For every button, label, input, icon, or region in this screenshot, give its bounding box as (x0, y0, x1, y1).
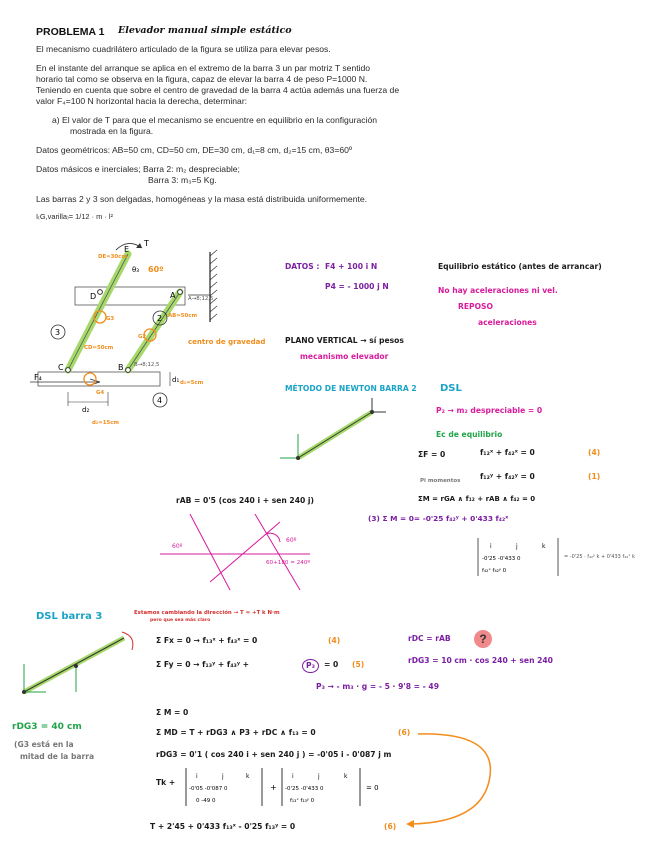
angle-sketch (150, 512, 320, 592)
angle-note-2: 60º (286, 537, 297, 544)
datos-p4-vector: P4 = - 1000 j N (325, 282, 389, 291)
mecanismo-elevador-note: mecanismo elevador (300, 352, 389, 361)
statement-geometric-data: Datos geométricos: AB=50 cm, CD=50 cm, DE=30 cm, d₁=8 cm, d₂=15 cm, θ3=60º (36, 145, 353, 155)
m2-k: k (344, 773, 348, 780)
label-point-b: B (118, 363, 124, 372)
no-aceleraciones-note: No hay aceleraciones ni vel. (438, 286, 558, 295)
statement-item-a-line1: a) El valor de T para que el mecanismo se encuentre en equilibrio en la configuración (52, 115, 378, 125)
sum-forces: ΣF = 0 (418, 450, 446, 459)
dsl-barra3-heading: DSL barra 3 (36, 611, 103, 622)
note-de-length: DE=30cm (98, 254, 127, 260)
note-d1-value: d₁=5cm (180, 380, 204, 386)
sum-moments-tag: (6) (398, 728, 411, 737)
datos-label: DATOS : (285, 262, 320, 271)
label-theta3: θ₃ (132, 266, 140, 274)
cross-product-matrix (476, 536, 636, 580)
note-cd-length: CD=50cm (84, 345, 114, 351)
sum-fx-tag: (4) (328, 636, 341, 645)
rdc-equals-rab: rDC = rAB (408, 634, 451, 643)
dsl-bar3-diagram (14, 624, 138, 704)
statement-item-a-line2: mostrada en la figura. (70, 126, 154, 136)
problem-handwritten-title: Elevador manual simple estático (118, 25, 292, 36)
m2-j: j (318, 773, 320, 780)
sum-fy-end: = 0 (324, 660, 339, 669)
sum-fy: Σ Fy = 0 → f₁₃ʸ + f₄₃ʸ + (156, 660, 250, 669)
svg-text:-0'25 -0'433 0: -0'25 -0'433 0 (482, 556, 521, 562)
label-torque-t: T (144, 239, 149, 248)
matrices-eq0: = 0 (366, 784, 379, 792)
matrix-j: j (516, 543, 518, 550)
rdg3-numeric: rDG3 = 0'1 ( cos 240 i + sen 240 j ) = -0'05 i - 0'087 j m (156, 750, 392, 759)
note-centro-gravedad: centro de gravedad (188, 338, 266, 346)
datos-f4-vector: F4 + 100 i N (325, 262, 378, 271)
no-aceleraciones-list: aceleraciones (478, 318, 537, 327)
m1-i: i (196, 773, 198, 780)
equation-1: f₁₂ʸ + f₄₂ʸ = 0 (480, 472, 535, 481)
p3-circled: P₃ (302, 659, 319, 673)
g3-note-line2: mitad de la barra (20, 752, 95, 761)
orange-connector-arrow (400, 726, 500, 830)
note-g4: G4 (96, 390, 105, 396)
sum-moments: Σ M = 0 (156, 708, 189, 717)
statement-p2-line1: En el instante del arranque se aplica en el extremo de la barra 3 un par motriz T sentido (36, 63, 371, 73)
statement-p2-line3: Teniendo en cuenta que sobre el centro de gravedad de la barra 4 actúa además una fuerza de (36, 85, 400, 95)
label-point-d: D (90, 292, 97, 301)
equation-1-tag: (1) (588, 472, 601, 481)
rdg3-length: rDG3 = 40 cm (12, 722, 82, 732)
final-equation-tag: (6) (384, 822, 397, 831)
statement-inertia-formula: I₍G,varilla₎= 1/12 · m · l² (36, 212, 113, 221)
problem-label: PROBLEMA 1 (36, 26, 105, 38)
label-bar-4: 4 (157, 396, 163, 405)
label-point-a: A (170, 291, 176, 300)
m1-row3: 0 -49 0 (196, 798, 216, 804)
mechanism-figure (20, 232, 266, 432)
rab-vector: rAB = 0'5 (cos 240 i + sen 240 j) (176, 496, 314, 505)
note-angle-60: 60º (148, 265, 164, 274)
m1-j: j (222, 773, 224, 780)
final-equation: T + 2'45 + 0'433 f₁₃ˣ - 0'25 f₁₃ʸ = 0 (150, 822, 296, 831)
plano-vertical-note: PLANO VERTICAL → sí pesos (285, 336, 404, 345)
note-b-coord: B→8;12,5 (134, 362, 160, 368)
svg-text:f₄₂ˣ f₄₂ʸ 0: f₄₂ˣ f₄₂ʸ 0 (482, 568, 507, 574)
question-mark-badge: ? (474, 630, 492, 648)
pi-momentos-note: Pi momentos (420, 478, 461, 484)
moment-equation: ΣM = rGA ∧ f₁₂ + rAB ∧ f₄₂ = 0 (418, 495, 536, 503)
reposo-note: REPOSO (458, 302, 493, 311)
ec-equilibrio-heading: Ec de equilibrio (436, 430, 503, 439)
label-force-f4: F₄ (34, 373, 42, 382)
matrix-result: = -0'25 · f₄₂ʸ k + 0'433 f₄₂ˣ k (564, 554, 635, 560)
m2-row2: -0'25 -0'433 0 (285, 786, 324, 792)
label-bar-2: 2 (157, 314, 163, 323)
matrix-i: i (490, 543, 492, 550)
note-g3: G3 (106, 316, 115, 322)
note-g2: G2 (138, 334, 147, 340)
statement-bars-note: Las barras 2 y 3 son delgadas, homogéneas y la masa está distribuida uniformemente. (36, 194, 368, 204)
statement-mass-data-line1: Datos másicos e inerciales; Barra 2: m₂ despreciable; (36, 164, 240, 174)
sum-fx: Σ Fx = 0 → f₁₃ˣ + f₄₃ˣ = 0 (156, 636, 258, 645)
note-a-coord: A→8;12,5 (188, 296, 214, 302)
note-d2-value: d₂=15cm (92, 420, 120, 426)
svg-text:+: + (270, 783, 277, 792)
equation-4-tag: (4) (588, 448, 601, 457)
red-note-direction: Estamos cambiando la dirección → T = +T k N·m (134, 610, 280, 616)
moment-matrices (184, 766, 394, 810)
p2-despreciable: P₂ → m₂ despreciable = 0 (436, 406, 543, 415)
sum-moments-d: Σ MD = T + rDG3 ∧ P3 + rDC ∧ f₁₃ = 0 (156, 728, 316, 737)
angle-240-note: 60+180 = 240º (266, 560, 311, 566)
p3-calculation: P₃ → - m₃ · g = - 5 · 9'8 = - 49 (316, 682, 439, 691)
label-bar-3: 3 (55, 328, 61, 337)
label-point-e: E (124, 245, 130, 254)
label-point-c: C (58, 363, 64, 372)
equation-3: (3) Σ M = 0= -0'25 f₄₂ʸ + 0'433 f₄₂ˣ (368, 514, 509, 523)
equation-4: f₁₂ˣ + f₄₂ˣ = 0 (480, 448, 535, 457)
m2-row3: f₁₃ˣ f₁₃ʸ 0 (290, 798, 315, 804)
label-d2: d₂ (82, 406, 90, 414)
rdg3-vector: rDG3 = 10 cm · cos 240 + sen 240 (408, 656, 553, 665)
dsl-bar2-diagram (280, 398, 390, 470)
m1-k: k (246, 773, 250, 780)
equilibrio-heading: Equilibrio estático (antes de arrancar) (438, 262, 602, 271)
statement-p2-line4: valor F₄=100 N horizontal hacia la derecha, determinar: (36, 96, 248, 106)
statement-mass-data-line2: Barra 3: m₃=5 Kg. (148, 175, 217, 185)
dsl-heading: DSL (440, 383, 462, 394)
red-note-direction-2: pero que sea más claro (150, 618, 211, 623)
m2-i: i (292, 773, 294, 780)
matrix-k: k (542, 543, 546, 550)
g3-note-line1: (G3 está en la (14, 740, 74, 749)
note-ab-length: AB=50cm (168, 313, 198, 319)
m1-row2: -0'05 -0'087 0 (189, 786, 228, 792)
metodo-newton-heading: MÉTODO DE NEWTON BARRA 2 (285, 384, 417, 393)
statement-p2-line2: horario tal como se observa en la figura, capaz de elevar la barra 4 de peso P=1000 N. (36, 74, 368, 84)
tk-term: Tk + (156, 778, 176, 787)
statement-p1: El mecanismo cuadrilátero articulado de la figura se utiliza para elevar pesos. (36, 44, 331, 54)
sum-fy-tag: (5) (352, 660, 365, 669)
angle-note-1: 60º (172, 543, 183, 550)
label-d1: d₁ (172, 376, 180, 384)
